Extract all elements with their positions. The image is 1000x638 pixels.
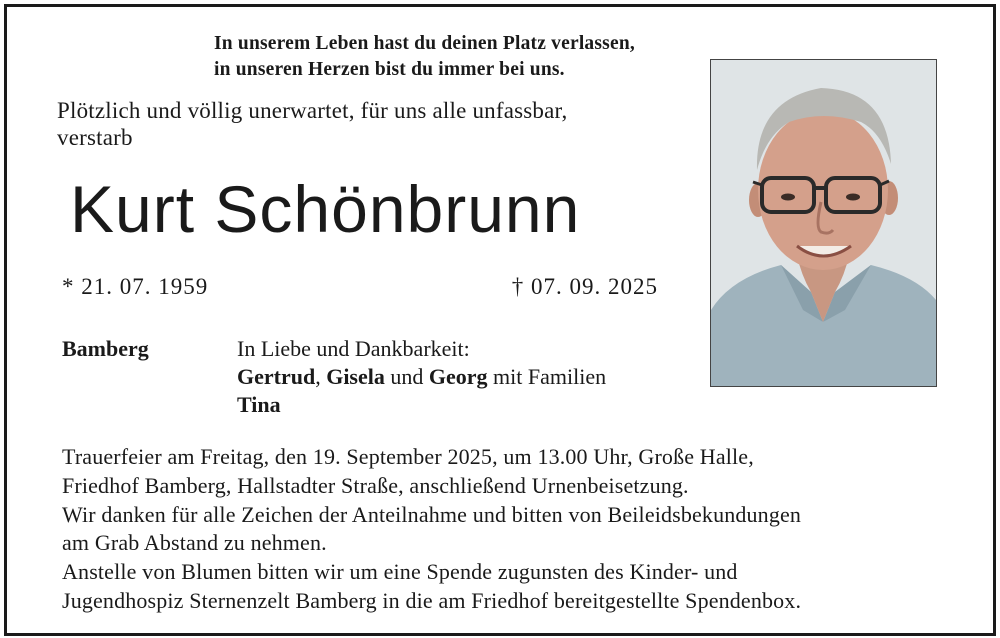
intro-line-1: Plötzlich und völlig unerwartet, für uns alle unfassbar,: [57, 98, 568, 123]
birth-date: * 21. 07. 1959: [62, 274, 209, 299]
mourner-name: Gertrud: [237, 364, 316, 389]
intro-text: [57, 97, 677, 151]
motto-line-1: In unserem Leben hast du deinen Platz verlassen,: [214, 33, 635, 54]
mourner-name: Gisela: [326, 364, 385, 389]
portrait-illustration: [711, 60, 936, 386]
intro-line-2: verstarb: [57, 125, 133, 150]
details-line: Wir danken für alle Zeichen der Anteilnahme und bitten von Beileidsbekundungen: [62, 501, 802, 527]
details-line: Friedhof Bamberg, Hallstadter Straße, anschließend Urnenbeisetzung.: [62, 472, 689, 498]
mourner-separator: und: [384, 364, 429, 389]
motto-line-2: in unseren Herzen bist du immer bei uns.: [214, 59, 565, 80]
deceased-name: Kurt Schönbrunn: [70, 172, 581, 246]
mourner-separator: ,: [315, 364, 327, 389]
details-line: Trauerfeier am Freitag, den 19. September 2025, um 13.00 Uhr, Große Halle,: [62, 444, 754, 469]
mourner-name: Tina: [237, 392, 281, 417]
mourners-block: [237, 335, 606, 419]
details-line: Anstelle von Blumen bitten wir um eine Spende zugunsten des Kinder- und: [62, 559, 738, 585]
mourners-names-line: [237, 363, 606, 391]
mourners-line-3: [237, 391, 606, 419]
portrait-photo: [710, 59, 937, 387]
details-line: am Grab Abstand zu nehmen.: [62, 530, 327, 556]
obituary-frame: [4, 4, 996, 636]
mourner-suffix: mit Familien: [487, 364, 607, 389]
city-label: Bamberg: [62, 336, 149, 361]
motto: [214, 31, 635, 83]
funeral-details: [62, 443, 962, 616]
mourners-heading: In Liebe und Dankbarkeit:: [237, 336, 470, 361]
death-date: † 07. 09. 2025: [511, 274, 658, 299]
mourner-name: Georg: [428, 364, 488, 389]
details-line: Jugendhospiz Sternenzelt Bamberg in die am Friedhof bereitgestellte Spendenbox.: [62, 587, 802, 613]
